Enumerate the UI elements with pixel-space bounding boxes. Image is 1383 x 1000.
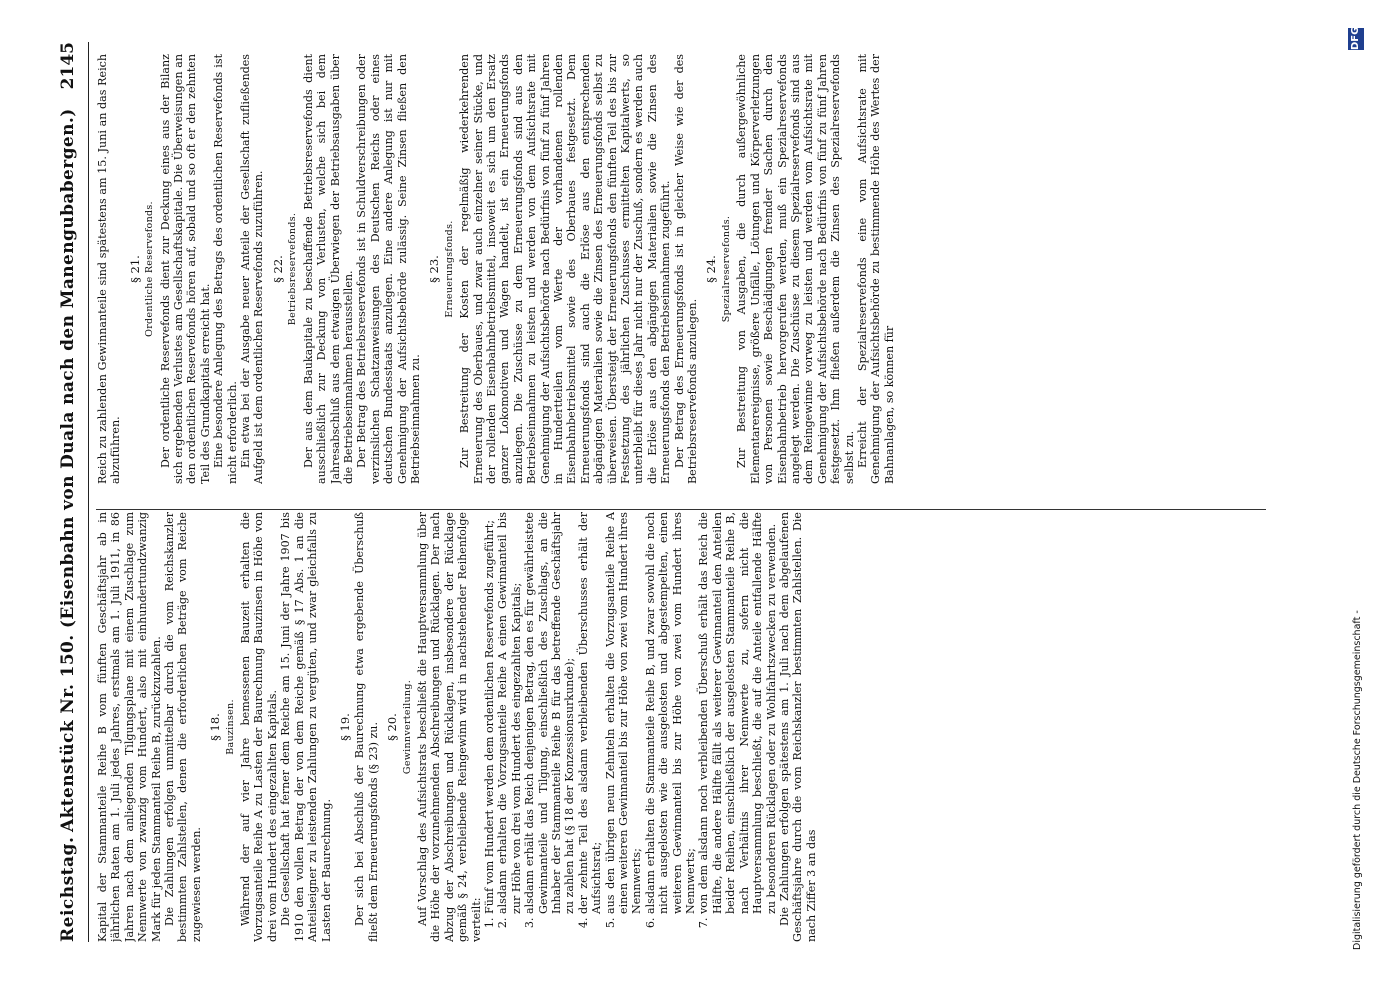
section-heading: § 19. xyxy=(337,713,352,741)
digitization-note: Digitalisierung gefördert durch die Deutsche Forschungsgemeinschaft - xyxy=(1352,610,1363,950)
paragraph: Der ordentliche Reservefonds dient zur Deckung eines aus der Bilanz sich ergebenden Verlustes am Gesellschaftskapitale. Die Überweisungen an den ordentlichen Reservefonds hören auf, sobald und so oft er den zehnten Teil des Grundkapitals erreicht hat. xyxy=(158,54,212,484)
section-heading: § 20. xyxy=(385,713,400,741)
paragraph: Auf Vorschlag des Aufsichtsrats beschließt die Hauptversammlung über die Höhe der vorzunehmenden Abschreibungen und Rücklagen. Der nach Abzug der Abschreibungen und Rücklagen, insbesondere der Rücklage gemäß § 24, verbleibende Reingewinn wird in nachstehender Reihenfolge verteilt: xyxy=(415,512,483,942)
paragraph: Reich zu zahlenden Gewinnanteile sind spätestens am 15. Juni an das Reich abzuführen. xyxy=(96,54,123,484)
dfg-logo: DFG xyxy=(1348,28,1364,50)
column-divider xyxy=(96,509,1266,510)
header-title: Aktenstück Nr. 150. (Eisenbahn von Duala nach den Manengubabergen.) xyxy=(58,108,78,832)
distribution-list xyxy=(483,512,778,942)
section-subtitle: Gewinnverteilung. xyxy=(401,679,413,775)
paragraph: Der sich bei Abschluß der Baurechnung etwa ergebende Überschuß fließt dem Erneuerungsfonds (§ 23) zu. xyxy=(353,512,380,942)
list-item: 3. alsdann erhält das Reich denjenigen Betrag, den es für gewährleistete Gewinnanteile und Tilgung, einschließlich des Zuschlags, an die Inhaber der Stammanteile Reihe B für das betreffende Geschäftsjahr zu zahlen hat (§ 18 der Konzessionsurkunde); xyxy=(523,512,577,914)
paragraph: Die Zahlungen erfolgen spätestens am 1. Juli nach dem abgelaufenen Geschäftsjahre durch die vom Reichskanzler bestimmten Zahlstellen. Die nach Ziffer 3 an das xyxy=(777,512,818,942)
paragraph: Zur Bestreitung der Kosten der regelmäßig wiederkehrenden Erneuerung des Oberbaues, und zwar auch einzelner seiner Stücke, und der rollenden Eisenbahnbetriebsmittel, insoweit es sich um den Ersatz ganzer Lokomotiven und Wagen handelt, ist ein Erneuerungsfonds anzulegen. Die Zuschüsse zu dem Erneuerungsfonds sind aus den Betriebseinnahmen zu leisten und werden von dem Aufsichtsrate mit Genehmigung der Aufsichtsbehörde nach Bedürfnis von fünf zu fünf Jahren in Hundertteilen vom Werte der vorhandenen rollenden Eisenbahnbetriebsmittel sowie des Oberbaues festgesetzt. Dem Erneuerungsfonds sind auch die Erlöse aus den entsprechenden abgängigen Materialien sowie die Zinsen des Erneuerungsfonds selbst zu überweisen. Übersteigt der Erneuerungsfonds den fünften Teil des bis zur Festsetzung des jährlichen Zuschusses ermittelten Kapitalwerts, so unterbleibt für dieses Jahr nicht nur der Zuschuß, sondern es werden auch die Erlöse aus den abgängigen Materialien sowie die Zinsen des Erneuerungsfonds den Betriebseinnahmen zugeführt. xyxy=(458,54,673,484)
list-item: 2. alsdann erhalten die Vorzugsanteile Reihe A einen Gewinnanteil bis zur Höhe von drei vom Hundert des eingezahlten Kapitals; xyxy=(496,512,523,914)
paragraph: Der Betrag des Betriebsreservefonds ist in Schuldverschreibungen oder verzinslichen Schatzanweisungen des Deutschen Reichs oder eines deutschen Bundesstaats anzulegen. Eine andere Anlegung ist nur mit Genehmigung der Aufsichtsbehörde zulässig. Seine Zinsen fließen den Betriebseinnahmen zu. xyxy=(355,54,422,484)
paragraph: Der aus dem Baukapitale zu beschaffende Betriebsreservefonds dient ausschließlich zur Deckung von Verlusten, welche sich bei dem Jahresabschluß aus dem etwaigen Überwiegen der Betriebsausgaben über die Betriebseinnahmen herausstellen. xyxy=(301,54,355,484)
list-item: 5. aus den übrigen neun Zehnteln erhalten die Vorzugsanteile Reihe A einen weiteren Gewinnanteil bis zur Höhe von zwei vom Hundert ihres Nennwerts; xyxy=(604,512,644,914)
page-number: 2145 xyxy=(58,42,78,90)
section-subtitle: Bauzinsen. xyxy=(224,699,236,755)
list-item: 4. der zehnte Teil des alsdann verbleibenden Überschusses erhält der Aufsichtsrat; xyxy=(577,512,604,914)
section-subtitle: Erneuerungsfonds. xyxy=(443,220,455,318)
paragraph: Zur Bestreitung von Ausgaben, die durch außergewöhnliche Elementarereignisse, größere Unfälle, Lötungen und Körperverletzungen von Personen sowie Beschädigungen fremder Sachen durch den Eisenbahnbetrieb hervorgerufen werden, muß ein Spezialreservefonds angelegt werden. Die Zuschüsse zu diesem Spezialreservefonds sind aus dem Reingewinne vorweg zu leisten und werden vom Aufsichtsrate mit Genehmigung der Aufsichtsbehörde nach Bedürfnis von fünf zu fünf Jahren festgesetzt. Ihm fließen außerdem die Zinsen des Spezialreservefonds selbst zu. xyxy=(735,54,856,484)
section-subtitle: Ordentliche Reservefonds. xyxy=(144,201,156,337)
section-heading: § 24. xyxy=(704,255,719,283)
left-column xyxy=(96,512,1266,942)
paragraph: Eine besondere Anlegung des Betrags des ordentlichen Reservefonds ist nicht erforderlich. xyxy=(212,54,239,484)
paragraph: Ein etwa bei der Ausgabe neuer Anteile der Gesellschaft zufließendes Aufgeld ist dem ordentlichen Reservefonds zuzuführen. xyxy=(239,54,266,484)
section-heading: § 22. xyxy=(270,255,285,283)
header-rule xyxy=(88,42,89,942)
list-item: 7. von dem alsdann noch verbleibenden Überschuß erhält das Reich die Hälfte, die andere Hälfte fällt als weiterer Gewinnanteil den Anteilen beider Reihen, einschließlich der ausgelosten Stammanteile Reihe B, nach Verhältnis ihrer Nennwerte zu, sofern nicht die Hauptversammlung beschließt, die auf die Anteile entfallende Hälfte zu besonderen Rücklagen oder zu Wohlfahrtszwecken zu verwenden. xyxy=(697,512,777,914)
list-item: 6. alsdann erhalten die Stammanteile Reihe B, und zwar sowohl die noch nicht ausgelosten wie die ausgelosten und abgestempelten, einen weiteren Gewinnanteil bis zur Höhe von zwei vom Hundert ihres Nennwerts; xyxy=(644,512,698,914)
paragraph: Erreicht der Spezialreservefonds eine vom Aufsichtsrate mit Genehmigung der Aufsichtsbehörde zu bestimmende Höhe des Wertes der Bahnanlagen, so können für xyxy=(855,54,896,484)
paragraph: Während der auf vier Jahre bemessenen Bauzeit erhalten die Vorzugsanteile Reihe A zu Lasten der Baurechnung Bauzinsen in Höhe von drei vom Hundert des eingezahlten Kapitals. xyxy=(239,512,279,942)
paragraph: Kapital der Stammanteile Reihe B vom fünften Geschäftsjahr ab in jährlichen Raten am 1. Juli jedes Jahres, erstmals am 1. Juli 1911, in 86 Jahren nach dem anliegenden Tilgungsplane mit einem Zuschlage zum Nennwerte von zwanzig vom Hundert, also mit einhundertundzwanzig Mark für jeden Stammanteil Reihe B, zurückzuzahlen. xyxy=(96,512,163,942)
list-item: 1. Fünf vom Hundert werden dem ordentlichen Reservefonds zugeführt; xyxy=(483,512,496,914)
right-column xyxy=(96,54,1266,484)
paragraph: Die Zahlungen erfolgen unmittelbar durch die vom Reichskanzler bestimmten Zahlstellen, denen die erforderlichen Beträge vom Reiche zugewiesen werden. xyxy=(163,512,203,942)
section-heading: § 23. xyxy=(427,255,442,283)
section-subtitle: Spezialreservefonds. xyxy=(720,215,732,323)
section-subtitle: Betriebsreservefonds. xyxy=(287,212,299,326)
header-left: Reichstag. xyxy=(58,836,78,942)
paragraph: Die Gesellschaft hat ferner dem Reiche am 15. Juni der Jahre 1907 bis 1910 den vollen Betrag der von dem Reiche gemäß § 17 Abs. 1 an die Anteilseigner zu leistenden Zahlungen zu vergüten, und zwar gleichfalls zu Lasten der Baurechnung. xyxy=(279,512,333,942)
section-heading: § 18. xyxy=(208,713,223,741)
paragraph: Der Betrag des Erneuerungsfonds ist in gleicher Weise wie der des Betriebsreservefonds anzulegen. xyxy=(672,54,700,484)
page-header xyxy=(58,42,86,942)
section-heading: § 21. xyxy=(127,255,142,283)
